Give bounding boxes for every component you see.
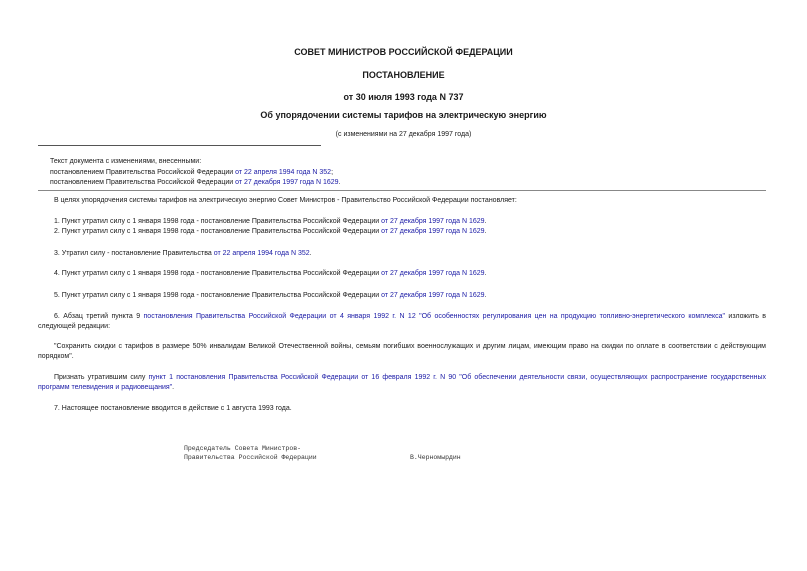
paragraph-void [38, 373, 766, 393]
paragraph-void-post: . [172, 384, 175, 391]
top-divider [38, 145, 321, 146]
paragraph-1-text: 1. Пункт утратил силу с 1 января 1998 года - постановление Правительства Российской Федерации [54, 218, 382, 225]
changes-divider [38, 190, 766, 191]
paragraph-2-tail: . [484, 228, 487, 235]
paragraph-1-tail: . [484, 218, 487, 225]
preamble: В целях упорядочения системы тарифов на электрическую энергию Совет Министров - Правительство Российской Федерации постановляет: [54, 197, 517, 204]
paragraph-3 [54, 249, 312, 259]
change-item-2-text: постановлением Правительства Российской Федерации [50, 179, 236, 186]
paragraph-5-link[interactable]: от 27 декабря 1997 года N 1629 [381, 292, 485, 299]
doc-type-heading: ПОСТАНОВЛЕНИЕ [362, 70, 445, 80]
signature-title-line-2: Правительства Российской Федерации [184, 454, 317, 461]
change-item-1-tail: ; [331, 169, 334, 176]
paragraph-2-text: 2. Пункт утратил силу с 1 января 1998 года - постановление Правительства Российской Федерации [54, 228, 382, 235]
paragraph-3-tail: . [309, 250, 312, 257]
change-item-1 [50, 168, 333, 178]
date-number-heading: от 30 июля 1993 года N 737 [343, 92, 464, 102]
change-item-2-tail: . [338, 179, 341, 186]
paragraph-7: 7. Настоящее постановление вводится в действие с 1 августа 1993 года. [54, 405, 292, 412]
change-item-1-text: постановлением Правительства Российской Федерации [50, 169, 236, 176]
paragraph-3-text: 3. Утратил силу - постановление Правительства [54, 250, 214, 257]
signature-name: В.Черномырдин [410, 454, 461, 461]
org-heading: СОВЕТ МИНИСТРОВ РОССИЙСКОЙ ФЕДЕРАЦИИ [294, 47, 513, 57]
changes-intro: Текст документа с изменениями, внесенными: [50, 158, 202, 165]
paragraph-5 [54, 291, 486, 301]
quoted-text: "Сохранить скидки с тарифов в размере 50% инвалидам Великой Отечественной войны, семьям погибших военнослужащих и другим лицам, имеющим право на скидки по оплате в соответствии с действующим порядком". [38, 343, 766, 360]
paragraph-6 [38, 312, 766, 332]
paragraph-4-text: 4. Пункт утратил силу с 1 января 1998 года - постановление Правительства Российской Федерации [54, 270, 382, 277]
paragraph-4-link[interactable]: от 27 декабря 1997 года N 1629 [381, 270, 485, 277]
signature-title-line-1: Председатель Совета Министров- [184, 445, 302, 452]
change-item-2 [50, 178, 341, 188]
paragraph-6-link[interactable]: постановления Правительства Российской Федерации от 4 января 1992 г. N 12 "Об особенностях регулирования цен на продукцию топливно-энергетического комплекса" [143, 313, 725, 320]
paragraph-1-link[interactable]: от 27 декабря 1997 года N 1629 [381, 218, 485, 225]
paragraph-6-post: изложить в следующей редакции: [38, 313, 766, 330]
change-item-1-link[interactable]: от 22 апреля 1994 года N 352 [235, 169, 332, 176]
paragraph-void-link[interactable]: пункт 1 постановления Правительства Российской Федерации от 16 февраля 1992 г. N 90 "Об обеспечении деятельности связи, осуществляющих распространение государственных программ телевидения и радиовещания" [38, 374, 766, 391]
paragraph-3-link[interactable]: от 22 апреля 1994 года N 352 [213, 250, 310, 257]
paragraph-4 [54, 269, 486, 279]
paragraph-5-tail: . [484, 292, 487, 299]
amendment-note: (с изменениями на 27 декабря 1997 года) [335, 131, 472, 138]
paragraph-5-text: 5. Пункт утратил силу с 1 января 1998 года - постановление Правительства Российской Федерации [54, 292, 382, 299]
document-title: Об упорядочении системы тарифов на электрическую энергию [260, 110, 547, 120]
paragraph-2-link[interactable]: от 27 декабря 1997 года N 1629 [381, 228, 485, 235]
paragraph-1 [54, 217, 486, 227]
paragraph-void-pre: Признать утратившим силу [54, 374, 149, 381]
paragraph-2 [54, 227, 486, 237]
paragraph-6-pre: 6. Абзац третий пункта 9 [54, 313, 144, 320]
change-item-2-link[interactable]: от 27 декабря 1997 года N 1629 [235, 179, 339, 186]
paragraph-4-tail: . [484, 270, 487, 277]
